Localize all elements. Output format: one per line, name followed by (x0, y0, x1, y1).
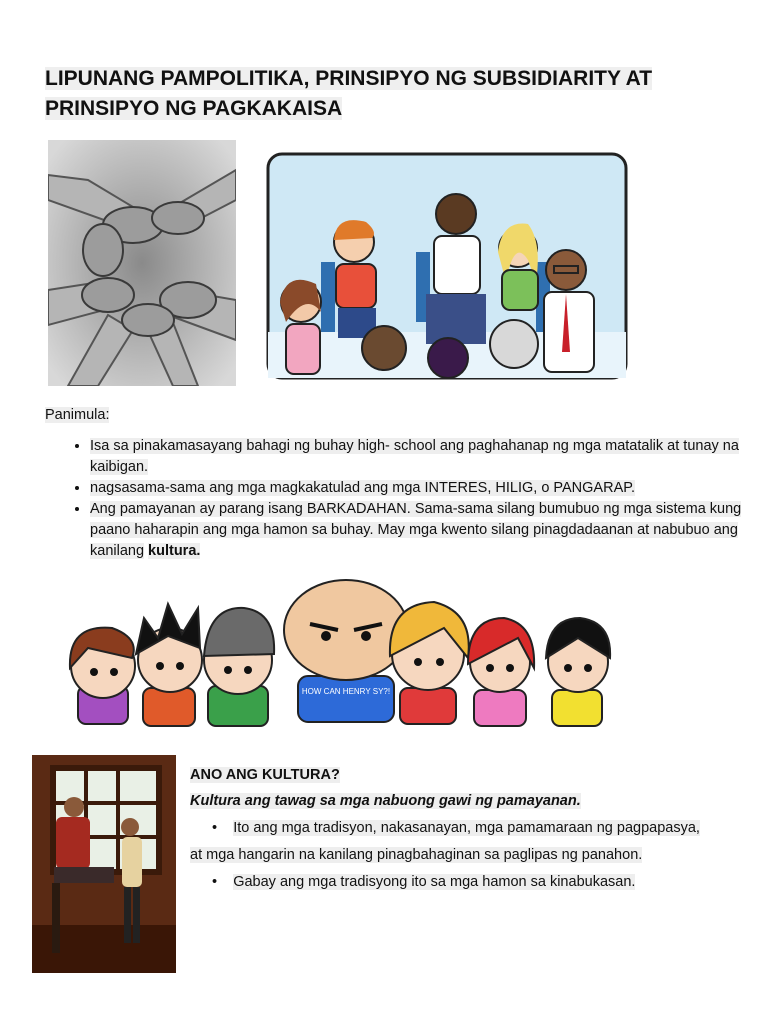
shirt-text: HOW CAN HENRY SY?! (301, 687, 391, 696)
intro-heading: Panimula: (45, 407, 110, 423)
mano-po-photo (32, 755, 176, 973)
page-title: LIPUNANG PAMPOLITIKA, PRINSIPYO NG SUBSIDIARITY AT PRINSIPYO NG PAGKAKAISA (45, 67, 653, 120)
list-item: • Ang pamayanan ay parang isang BARKADAHAN. Sama-sama silang bumubuo ng mga sistema kung paano haharapin ang mga hamon sa buhay. May mga kwento silang pinagdadaanan at nabubuo ang kanilang kultura. (90, 499, 768, 562)
section-heading: ANO ANG KULTURA? (190, 767, 340, 783)
list-item: • Isa sa pinakamasayang bahagi ng buhay high- school ang paghahanap ng mga matatalik at tunay na kaibigan. (90, 436, 768, 478)
section-bullet-1: • Ito ang mga tradisyon, nakasanayan, mga pamamaraan ng pagpapasya, (212, 820, 700, 836)
intro-bullet-list (45, 436, 768, 562)
section-bullet-2: • Gabay ang mga tradisyong ito sa mga hamon sa kinabukasan. (212, 874, 636, 890)
section-bullet-1-continued: at mga hangarin na kanilang pinagbahaginan sa paglipas ng panahon. (190, 847, 643, 863)
group-discussion-image (266, 152, 628, 380)
bullet-dot: • (212, 820, 218, 836)
linked-hands-image (48, 140, 236, 386)
cartoon-group-image (48, 578, 633, 740)
bullet-dot: • (212, 874, 218, 890)
list-item: • nagsasama-sama ang mga magkakatulad ang mga INTERES, HILIG, o PANGARAP. (90, 478, 768, 499)
section-subheading: Kultura ang tawag sa mga nabuong gawi ng pamayanan. (190, 793, 581, 809)
kultura-bold: kultura. (148, 543, 201, 559)
